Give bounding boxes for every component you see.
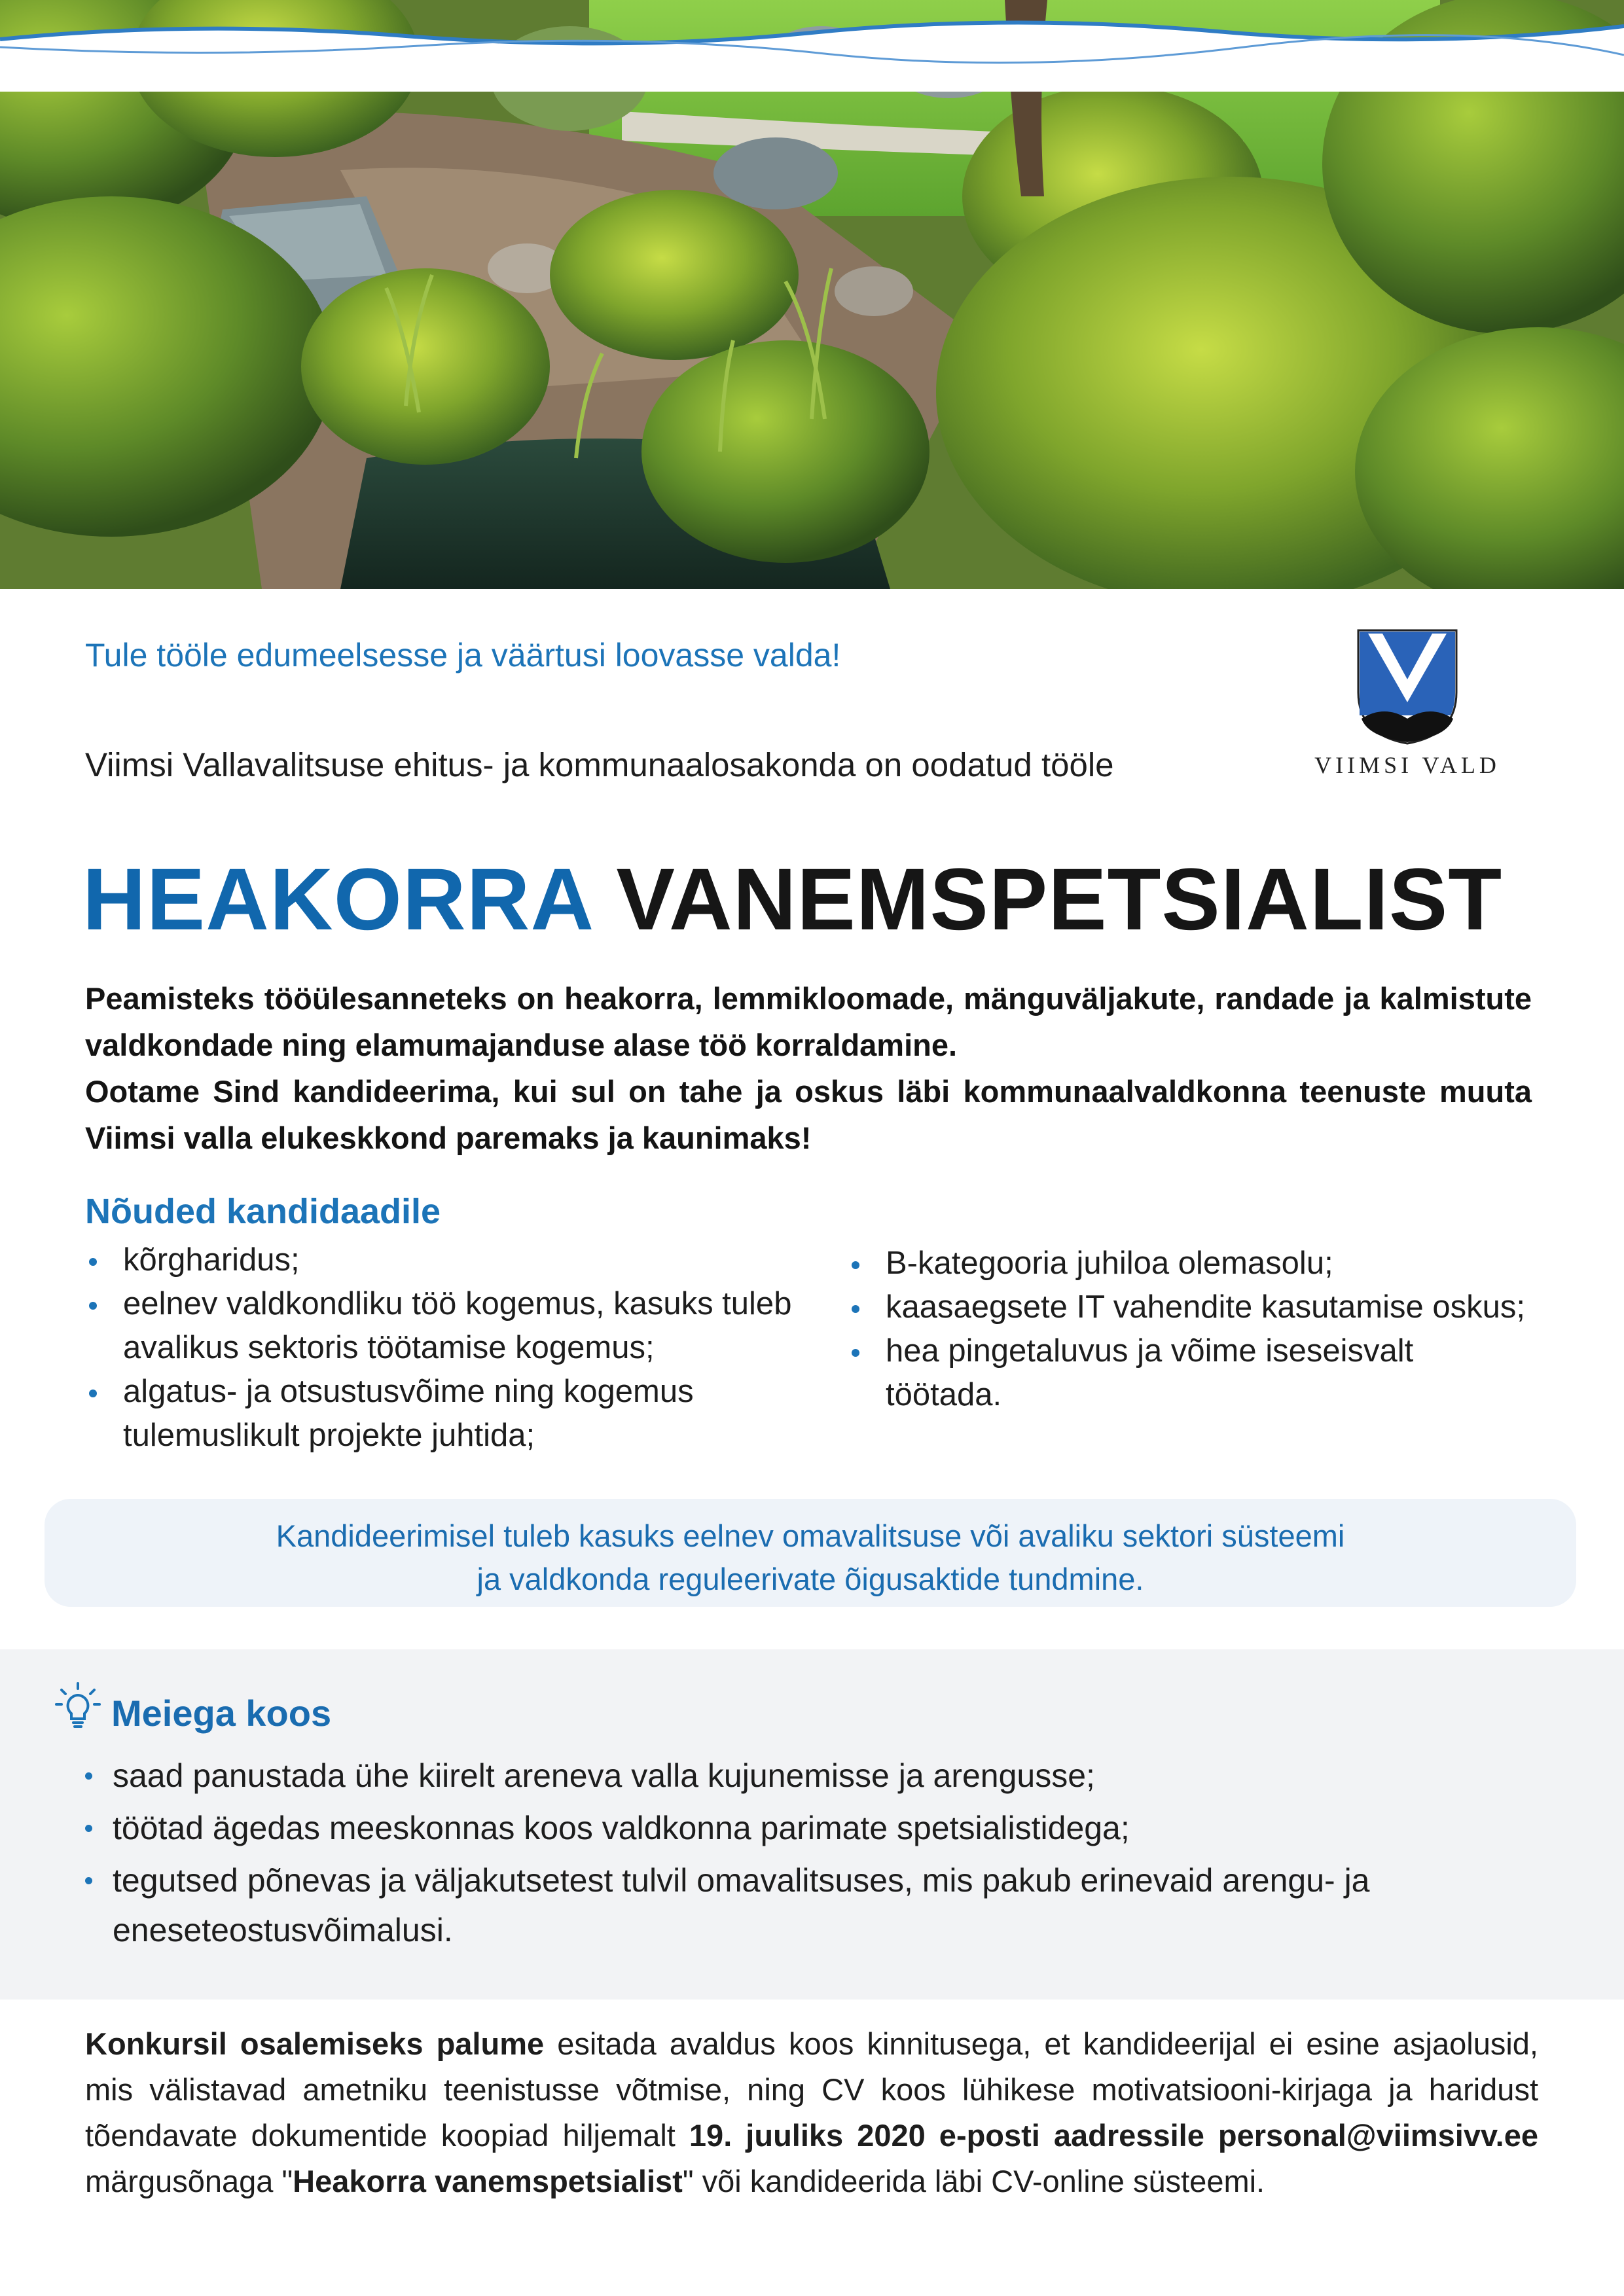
viimsi-coat-of-arms-icon <box>1296 627 1519 745</box>
apply-text-1: esitada avaldus koos kinnitusega, et kandideerijal ei esine asjaolusid, mis välistavad ametniku teenistusse võtmise, ning CV koos lühikese motivatsiooni-kirjaga ja haridust tõendavate dokumentide koopiad hiljemalt <box>85 2026 1538 2153</box>
list-item: kaasaegsete IT vahendite kasutamise oskus; <box>848 1285 1535 1329</box>
intro-text: Viimsi Vallavalitsuse ehitus- ja kommunaalosakonda on oodatud tööle <box>85 746 1114 783</box>
list-item: töötad ägedas meeskonnas koos valdkonna parimate spetsialistidega; <box>85 1803 1564 1853</box>
apply-text-2: märgusõnaga " <box>85 2164 293 2198</box>
benefits-list <box>85 1751 1564 1958</box>
job-title-part2: VANEMSPETSIALIST <box>616 851 1503 948</box>
lead-paragraph <box>85 975 1532 1161</box>
apply-deadline-email: 19. juuliks 2020 e-posti aadressile personal@viimsivv.ee <box>689 2118 1538 2153</box>
benefits-heading: Meiega koos <box>111 1693 332 1734</box>
list-item: saad panustada ühe kiirelt areneva valla kujunemisse ja arengusse; <box>85 1751 1564 1801</box>
application-instructions <box>85 2021 1538 2204</box>
list-item: algatus- ja otsustusvõime ning kogemus tulemuslikult projekte juhtida; <box>85 1370 818 1458</box>
requirements-list-left <box>85 1238 818 1458</box>
list-item: eelnev valdkondliku töö kogemus, kasuks tuleb avalikus sektoris töötamise kogemus; <box>85 1282 818 1370</box>
note-line-2: ja valdkonda reguleerivate õigusaktide tundmine. <box>477 1562 1144 1596</box>
tagline: Tule tööle edumeelsesse ja väärtusi loovasse valda! <box>85 637 841 673</box>
requirements-heading: Nõuded kandidaadile <box>85 1192 441 1231</box>
lightbulb-icon <box>55 1681 101 1733</box>
wave-divider <box>0 0 1624 92</box>
apply-bold-1: Konkursil osalemiseks palume <box>85 2026 545 2061</box>
logo-text: VIIMSI VALD <box>1314 752 1500 778</box>
apply-keyword: Heakorra vanemspetsialist <box>293 2164 683 2198</box>
apply-text-3: " või kandideerida läbi CV-online süsteemi. <box>682 2164 1265 2198</box>
advantage-note-text <box>45 1515 1576 1601</box>
requirements-list-right <box>848 1242 1535 1417</box>
viimsi-logo <box>1296 627 1519 784</box>
job-title-part1: HEAKORRA <box>82 851 592 948</box>
list-item: hea pingetaluvus ja võime iseseisvalt töötada. <box>848 1329 1535 1417</box>
list-item: B-kategooria juhiloa olemasolu; <box>848 1242 1535 1285</box>
lead-p2: Ootame Sind kandideerima, kui sul on tahe ja oskus läbi kommunaalvaldkonna teenuste muuta Viimsi valla elukeskkond paremaks ja kaunimaks! <box>85 1074 1532 1155</box>
job-title <box>82 844 1555 956</box>
list-item: tegutsed põnevas ja väljakutsetest tulvil omavalitsuses, mis pakub erinevaid arengu- ja eneseteostusvõimalusi. <box>85 1856 1564 1955</box>
note-line-1: Kandideerimisel tuleb kasuks eelnev omavalitsuse või avaliku sektori süsteemi <box>276 1518 1345 1553</box>
advantage-note <box>45 1499 1576 1607</box>
hero-garden-photo <box>0 0 1624 589</box>
lead-p1: Peamisteks tööülesanneteks on heakorra, lemmikloomade, mänguväljakute, randade ja kalmistute valdkondade ning elamumajanduse alase töö korraldamine. <box>85 981 1532 1062</box>
list-item: kõrgharidus; <box>85 1238 818 1282</box>
